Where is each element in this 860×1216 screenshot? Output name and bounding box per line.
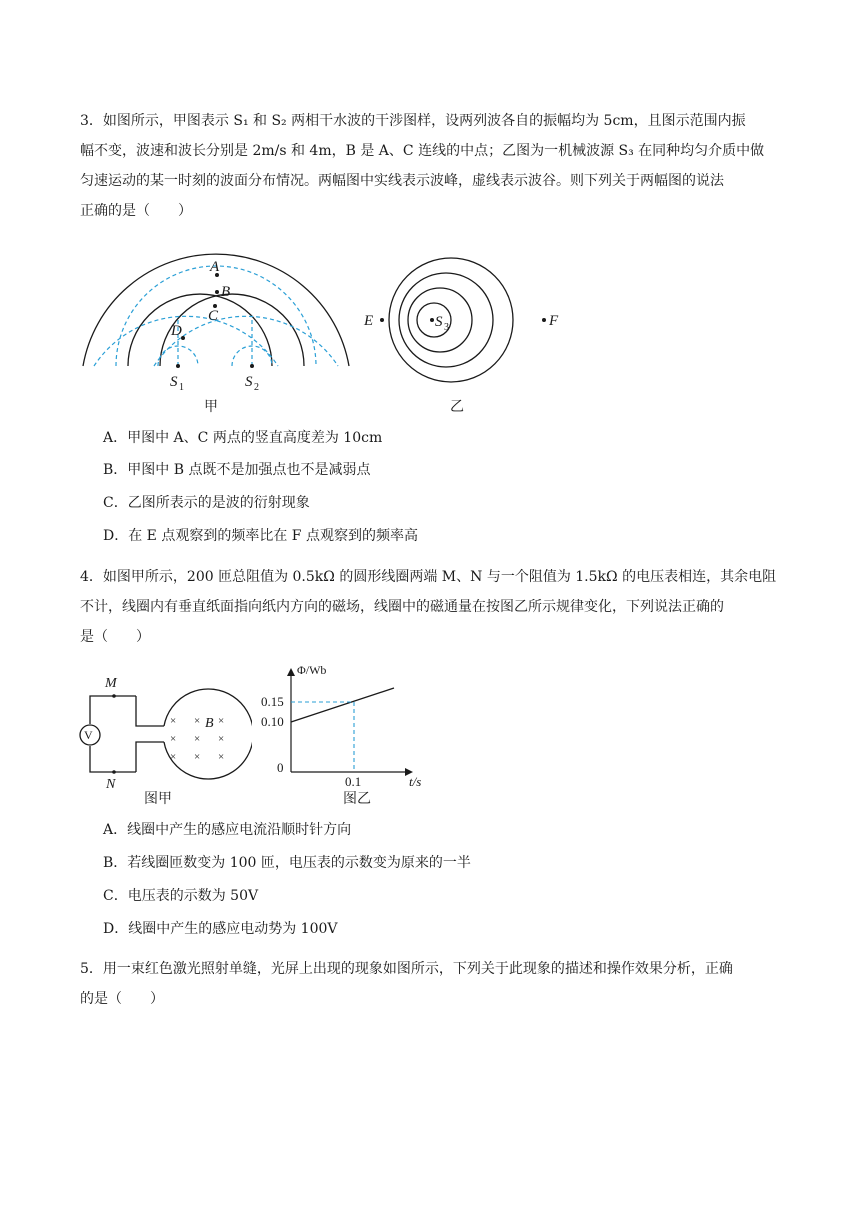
point-e-label: E <box>364 313 374 329</box>
q4-line-1: 4．如图甲所示，200 匝总阻值为 0.5kΩ 的圆形线圈两端 M、N 与一个阻值为 1.5kΩ 的电压表相连，其余电阻 <box>80 569 777 585</box>
field-b-label: B <box>205 716 214 731</box>
q4-option-d: D．线圈中产生的感应电动势为 100V <box>103 921 338 937</box>
q3-option-a: A．甲图中 A、C 两点的竖直高度差为 10cm <box>103 430 383 446</box>
q3-figure-jia-interference <box>70 250 370 420</box>
q5-line-1: 5．用一束红色激光照射单缝，光屏上出现的现象如图所示，下列关于此现象的描述和操作效果分析，正确 <box>80 961 733 977</box>
question-3-stem <box>80 106 780 226</box>
figure-yi-caption: 乙 <box>450 399 464 415</box>
q4-option-c: C．电压表的示数为 50V <box>103 888 259 904</box>
q5-line-2: 的是（ ） <box>80 991 164 1007</box>
svg-text:×: × <box>218 715 225 727</box>
source-s2-subscript: 2 <box>254 382 259 393</box>
svg-text:×: × <box>194 733 201 745</box>
q3-line-2: 幅不变，波速和波长分别是 2m/s 和 4m，B 是 A、C 连线的中点；乙图为一机械波源 S₃ 在同种均匀介质中做 <box>80 143 765 159</box>
magnetic-field-into-page-marks <box>170 715 224 763</box>
svg-text:×: × <box>194 751 201 763</box>
origin-label: 0 <box>277 760 284 775</box>
point-b-label: B <box>221 284 231 300</box>
x-axis-label: t/s <box>409 774 422 789</box>
terminal-m-label: M <box>105 676 117 691</box>
point-f-label: F <box>549 313 559 329</box>
question-4-stem <box>80 562 780 652</box>
svg-text:×: × <box>218 751 225 763</box>
q3-option-c: C．乙图所表示的是波的衍射现象 <box>103 495 310 511</box>
source-s1-subscript: 1 <box>179 382 184 393</box>
q3-line-4: 正确的是（ ） <box>80 203 192 219</box>
source-s1-label: S <box>170 374 178 390</box>
source-s3-subscript: 3 <box>444 322 449 333</box>
figure-caption-tu-jia: 图甲 <box>144 791 172 807</box>
y-axis-label: Φ/Wb <box>297 663 327 677</box>
x-tick-01: 0.1 <box>345 774 362 789</box>
svg-text:×: × <box>170 733 177 745</box>
svg-text:×: × <box>218 733 225 745</box>
q4-line-2: 不计，线圈内有垂直纸面指向纸内方向的磁场，线圈中的磁通量在按图乙所示规律变化，下列说法正确的 <box>80 599 724 615</box>
y-tick-015: 0.15 <box>261 694 284 709</box>
point-d-label: D <box>171 323 182 339</box>
q4-figure-jia-circuit <box>72 660 252 810</box>
q3-line-1: 3．如图所示，甲图表示 S₁ 和 S₂ 两相干水波的干涉图样，设两列波各自的振幅均为 5cm，且图示范围内振 <box>80 113 746 129</box>
question-5-stem <box>80 954 780 1014</box>
q3-option-d: D．在 E 点观察到的频率比在 F 点观察到的频率高 <box>103 528 418 544</box>
y-tick-010: 0.10 <box>261 714 284 729</box>
q4-option-a: A．线圈中产生的感应电流沿顺时针方向 <box>103 822 352 838</box>
figure-caption-tu-yi: 图乙 <box>343 791 371 807</box>
q4-line-3: 是（ ） <box>80 629 150 645</box>
source-s2-label: S <box>245 374 253 390</box>
q3-line-3: 匀速运动的某一时刻的波面分布情况。两幅图中实线表示波峰，虚线表示波谷。则下列关于两幅图的说法 <box>80 173 724 189</box>
point-c-label: C <box>208 308 219 324</box>
q3-option-b: B．甲图中 B 点既不是加强点也不是减弱点 <box>103 462 371 478</box>
figure-jia-caption: 甲 <box>204 399 218 415</box>
svg-text:×: × <box>194 715 201 727</box>
voltmeter-label: V <box>84 728 93 742</box>
q4-figure-yi-flux-graph <box>255 660 435 810</box>
q3-figure-yi-doppler <box>360 250 580 420</box>
svg-text:×: × <box>170 715 177 727</box>
point-a-label: A <box>210 259 220 275</box>
q4-option-b: B．若线圈匝数变为 100 匝，电压表的示数变为原来的一半 <box>103 855 471 871</box>
source-s3-label: S <box>435 314 443 330</box>
terminal-n-label: N <box>106 777 116 792</box>
svg-text:×: × <box>170 751 177 763</box>
